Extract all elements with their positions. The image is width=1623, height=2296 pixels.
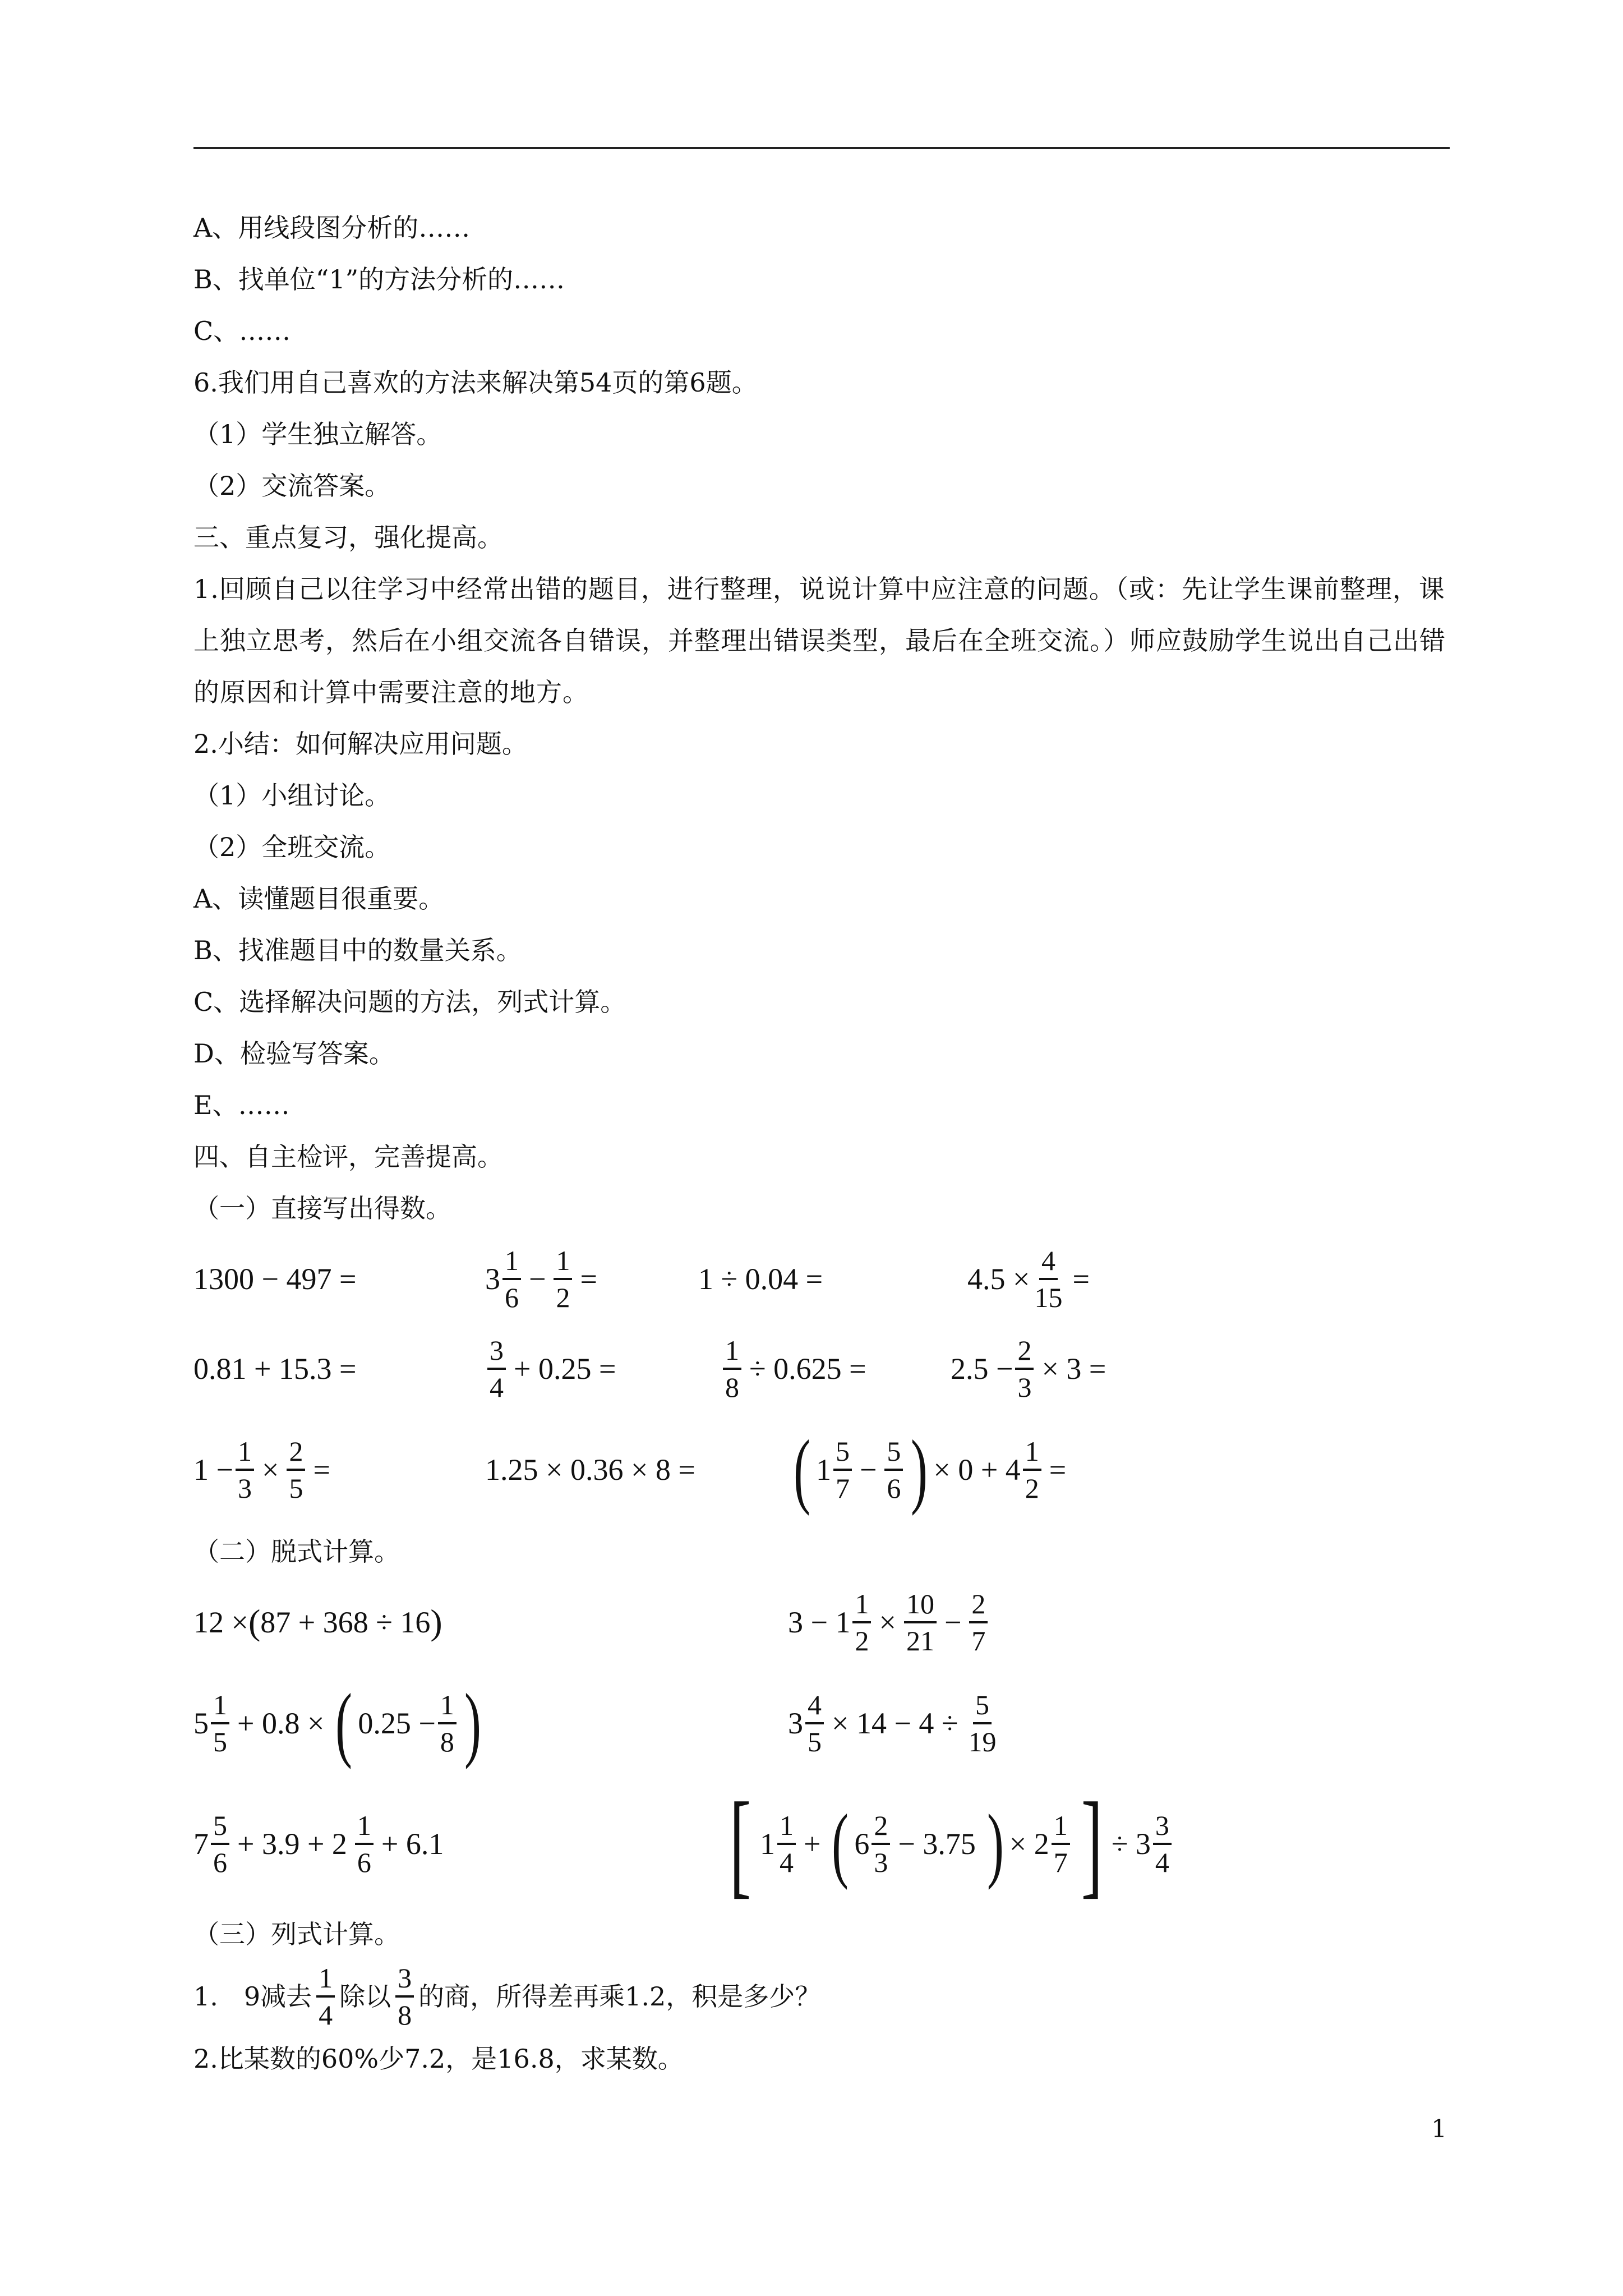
denominator: 7 [1053, 1847, 1068, 1878]
page-number: 1 [1431, 2115, 1447, 2143]
numerator: 1 [236, 1437, 254, 1471]
numerator: 2 [872, 1811, 890, 1845]
numerator: 1 [1023, 1437, 1041, 1471]
math-token: 1 [759, 1827, 775, 1861]
numerator: 1 [723, 1336, 741, 1370]
fraction [287, 1437, 305, 1502]
denominator: 6 [357, 1847, 371, 1878]
numerator: 1 [316, 1964, 335, 1998]
denominator: 19 [968, 1726, 997, 1757]
math-token: 1 [815, 1453, 831, 1487]
expr-8 [951, 1324, 1112, 1414]
fraction [723, 1336, 741, 1401]
math-token: ( [793, 1423, 810, 1516]
fraction [1032, 1246, 1064, 1312]
math-token: 6 [854, 1827, 870, 1861]
line-a1: A、用线段图分析的…… [193, 213, 471, 243]
math-token: [ [729, 1779, 751, 1909]
math-token: × 0 + 4 [933, 1453, 1021, 1487]
math-token: ( [335, 1677, 353, 1770]
denominator: 3 [874, 1847, 888, 1878]
numerator: 1 [211, 1691, 229, 1724]
numerator: 4 [1039, 1246, 1058, 1280]
point-d: D、检验写答案。 [193, 1038, 395, 1069]
math-token: ) [911, 1423, 928, 1516]
fraction [1023, 1437, 1041, 1502]
fraction [884, 1437, 903, 1502]
calc-3 [193, 1667, 487, 1779]
fraction [502, 1246, 521, 1312]
denominator: 8 [440, 1726, 454, 1757]
math-token: × 14 − 4 ÷ [832, 1706, 958, 1740]
header-rule [193, 147, 1450, 149]
numerator: 2 [287, 1437, 305, 1471]
denominator: 4 [490, 1372, 504, 1403]
math-token: 5 [193, 1706, 209, 1740]
numerator: 1 [554, 1246, 572, 1280]
math-token: + [803, 1827, 821, 1861]
discussion-1: （1）小组讨论。 [193, 780, 391, 811]
math-row-2 [193, 1324, 1450, 1414]
math-token: − [859, 1453, 877, 1487]
denominator: 21 [906, 1625, 934, 1657]
math-token: ( [248, 1602, 261, 1642]
math-token: 3 − 1 [788, 1605, 851, 1639]
numerator: 10 [904, 1590, 937, 1623]
expr-4 [967, 1234, 1095, 1324]
word-problem-text: 除以 [339, 1981, 391, 2012]
document-body [193, 202, 1450, 2085]
denominator: 4 [779, 1847, 794, 1878]
fraction [236, 1437, 254, 1502]
expr-11 [788, 1414, 1072, 1526]
denominator: 5 [808, 1726, 822, 1757]
calc-row-3 [193, 1779, 1450, 1908]
numerator: 2 [1015, 1336, 1034, 1370]
fraction [966, 1691, 999, 1756]
math-token: ) [464, 1677, 481, 1770]
math-token: 7 [193, 1827, 209, 1861]
numerator: 4 [805, 1691, 824, 1724]
fraction [969, 1590, 988, 1655]
subsection-3-heading: （三）列式计算。 [193, 1919, 400, 1949]
denominator: 6 [887, 1473, 901, 1504]
calc-2 [788, 1577, 990, 1667]
expr-7 [721, 1324, 872, 1414]
word-problem-text: 1. 9减去 [193, 1981, 312, 2012]
fraction [1052, 1811, 1070, 1876]
math-token: + 0.8 × [237, 1706, 325, 1740]
denominator: 4 [1155, 1847, 1169, 1878]
numerator: 5 [211, 1811, 229, 1845]
denominator: 3 [1017, 1372, 1032, 1403]
denominator: 5 [289, 1473, 303, 1504]
math-token: 1 − [193, 1453, 233, 1487]
numerator: 1 [355, 1811, 374, 1845]
math-token: × [879, 1605, 896, 1639]
discussion-2: （2）全班交流。 [193, 832, 391, 862]
numerator: 1 [502, 1246, 521, 1280]
paragraph-2: 2.小结：如何解决应用问题。 [193, 729, 528, 759]
line-b1: B、找单位“1”的方法分析的…… [193, 264, 565, 295]
denominator: 2 [556, 1282, 570, 1313]
step-1: （1）学生独立解答。 [193, 419, 442, 449]
denominator: 4 [319, 1999, 333, 2031]
math-token: 3 [485, 1262, 500, 1296]
expr-9 [193, 1414, 336, 1526]
denominator: 2 [1025, 1473, 1039, 1504]
fraction [487, 1336, 506, 1401]
denominator: 5 [213, 1726, 227, 1757]
denominator: 15 [1034, 1282, 1063, 1313]
fraction [554, 1246, 572, 1312]
question-6: 6.我们用自己喜欢的方法来解决第54页的第6题。 [193, 367, 758, 398]
math-token: ÷ 3 [1111, 1827, 1151, 1861]
subsection-1-heading: （一）直接写出得数。 [193, 1193, 451, 1223]
numerator: 1 [1052, 1811, 1070, 1845]
calc-4 [788, 1667, 1001, 1779]
numerator: 5 [833, 1437, 852, 1471]
math-token: 87 + 368 ÷ 16 [260, 1605, 431, 1639]
fraction [904, 1590, 937, 1655]
denominator: 8 [725, 1372, 739, 1403]
math-token: 3 [788, 1706, 803, 1740]
math-token: ( [832, 1797, 849, 1890]
calc-5 [193, 1779, 449, 1908]
fraction [872, 1811, 890, 1876]
fraction [438, 1691, 457, 1756]
denominator: 3 [237, 1473, 252, 1504]
expr-2 [485, 1234, 603, 1324]
expr-6 [485, 1324, 621, 1414]
math-token: = [580, 1262, 597, 1296]
denominator: 7 [971, 1625, 986, 1657]
fraction [805, 1691, 824, 1756]
math-row-1 [193, 1234, 1450, 1324]
section-4-heading: 四、自主检评，完善提高。 [193, 1142, 503, 1172]
math-token: × [261, 1453, 279, 1487]
denominator: 8 [398, 1999, 412, 2031]
math-row-3 [193, 1414, 1450, 1526]
denominator: 6 [505, 1282, 519, 1313]
math-token: = [1049, 1453, 1067, 1487]
math-token: = [313, 1453, 330, 1487]
point-a: A、读懂题目很重要。 [193, 884, 445, 914]
numerator: 2 [969, 1590, 988, 1623]
fraction [211, 1811, 229, 1876]
paragraph-1: 1.回顾自己以往学习中经常出错的题目，进行整理，说说计算中应注意的问题。（或：先让学生课前整理，课上独立思考，然后在小组交流各自错误，并整理出错误类型，最后在全班交流。）师应鼓励学生说出自己出错的原因和计算中需要注意的地方。 [193, 574, 1446, 707]
section-3-heading: 三、重点复习，强化提高。 [193, 522, 503, 553]
fraction [1015, 1336, 1034, 1401]
fraction [316, 1964, 335, 2029]
expr-3: 1 ÷ 0.04 = [698, 1262, 823, 1296]
math-token: + 0.25 = [514, 1352, 616, 1386]
expr-10: 1.25 × 0.36 × 8 = [485, 1453, 695, 1487]
numerator: 5 [884, 1437, 903, 1471]
calc-row-1 [193, 1577, 1450, 1667]
fraction [852, 1590, 871, 1655]
math-token: ] [1081, 1779, 1103, 1909]
expr-5: 0.81 + 15.3 = [193, 1352, 357, 1386]
point-b: B、找准题目中的数量关系。 [193, 935, 522, 965]
fraction [211, 1691, 229, 1756]
denominator: 2 [855, 1625, 869, 1657]
fraction [395, 1964, 414, 2029]
math-token: × 3 = [1041, 1352, 1106, 1386]
denominator: 6 [213, 1847, 227, 1878]
math-token: + 3.9 + 2 [237, 1827, 347, 1861]
math-token: ) [986, 1797, 1004, 1890]
math-token: ) [430, 1602, 442, 1642]
math-token: − 3.75 [898, 1827, 976, 1861]
fraction [355, 1811, 374, 1876]
expr-1: 1300 − 497 = [193, 1262, 357, 1296]
math-token: ÷ 0.625 = [749, 1352, 866, 1386]
math-token: = [1072, 1262, 1090, 1296]
word-problem-text: 的商，所得差再乘1.2，积是多少？ [418, 1981, 821, 2012]
step-2: （2）交流答案。 [193, 471, 391, 501]
point-e: E、…… [193, 1090, 290, 1120]
word-problem-2: 2.比某数的60%少7.2，是16.8，求某数。 [193, 2044, 684, 2074]
calc-row-2 [193, 1667, 1450, 1779]
numerator: 1 [777, 1811, 796, 1845]
subsection-2-heading: （二）脱式计算。 [193, 1536, 400, 1567]
math-token: 12 × [193, 1605, 248, 1639]
point-c: C、选择解决问题的方法，列式计算。 [193, 987, 626, 1017]
line-c1: C、…… [193, 316, 291, 346]
calc-6 [721, 1779, 1174, 1908]
math-token: − [944, 1605, 962, 1639]
fraction [1153, 1811, 1172, 1876]
math-token: × 2 [1009, 1827, 1049, 1861]
denominator: 7 [835, 1473, 850, 1504]
math-token: + 6.1 [381, 1827, 444, 1861]
numerator: 1 [852, 1590, 871, 1623]
numerator: 1 [438, 1691, 457, 1724]
calc-1 [193, 1577, 442, 1667]
math-token: − [529, 1262, 546, 1296]
math-token: 0.25 − [358, 1706, 436, 1740]
fraction [777, 1811, 796, 1876]
numerator: 3 [1153, 1811, 1172, 1845]
word-problem-1 [193, 1960, 1450, 2033]
math-token: 2.5 − [951, 1352, 1013, 1386]
fraction [833, 1437, 852, 1502]
numerator: 3 [487, 1336, 506, 1370]
numerator: 5 [973, 1691, 992, 1724]
math-token: 4.5 × [967, 1262, 1030, 1296]
numerator: 3 [395, 1964, 414, 1998]
